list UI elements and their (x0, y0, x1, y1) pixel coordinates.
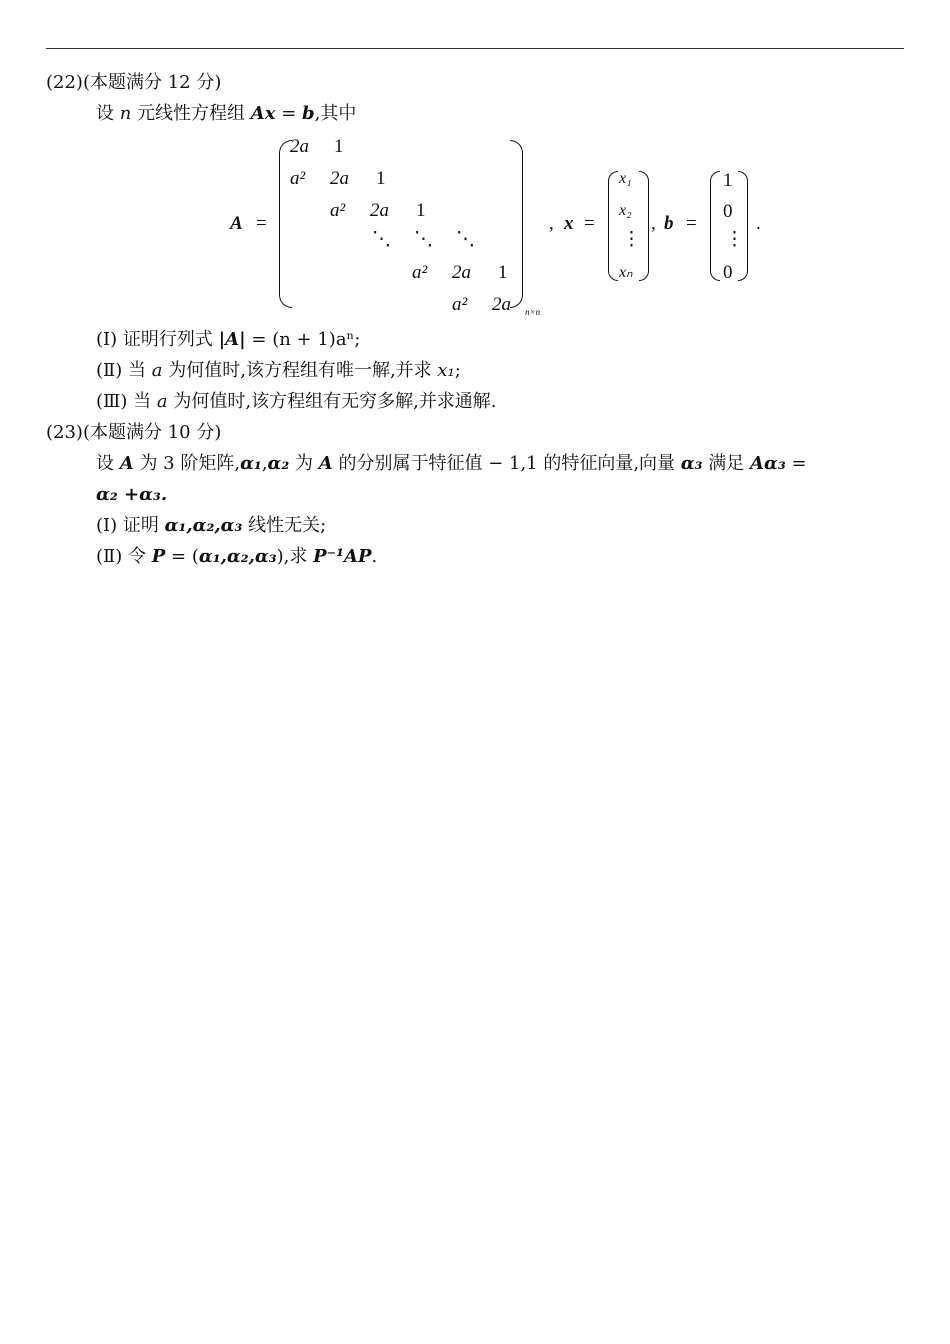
matrix-A-size: n×n (525, 307, 541, 317)
q23-part2: (Ⅱ) 令 P = (α₁,α₂,α₃),求 P⁻¹AP. (96, 546, 378, 567)
q23-part1: (Ⅰ) 证明 α₁,α₂,α₃ 线性无关; (96, 515, 327, 536)
q23-line2: α₂ +α₃. (96, 484, 168, 505)
matrix-A-label: A (230, 213, 243, 234)
vector-b-left-paren (710, 171, 720, 281)
vector-b-label: b (664, 213, 674, 234)
matrix-entry: 2a (330, 168, 349, 189)
matrix-entry: a² (452, 294, 468, 315)
q22-part1: (Ⅰ) 证明行列式 |A| = (n + 1)aⁿ; (96, 329, 361, 350)
matrix-entry: 1 (498, 262, 508, 283)
vector-entry: 0 (723, 262, 733, 283)
q22-part3: (Ⅲ) 当 a 为何值时,该方程组有无穷多解,并求通解. (96, 391, 497, 412)
q22-header: (22)(本题满分 12 分) (46, 72, 222, 93)
top-rule (46, 48, 904, 49)
matrix-ddots: ⋱ (372, 229, 391, 250)
matrix-entry: 2a (452, 262, 471, 283)
q23-line1: 设 A 为 3 阶矩阵,α₁,α₂ 为 A 的分别属于特征值 − 1,1 的特征向量,向量 α₃ 满足 Aα₃ = (96, 453, 807, 474)
q22-intro: 设 n 元线性方程组 Ax = b,其中 (96, 103, 357, 124)
matrix-entry: 1 (416, 200, 426, 221)
matrix-entry: a² (290, 168, 306, 189)
matrix-entry: 1 (376, 168, 386, 189)
q22-part2: (Ⅱ) 当 a 为何值时,该方程组有唯一解,并求 x₁; (96, 360, 461, 381)
matrix-entry: 1 (334, 136, 344, 157)
vector-entry: 0 (723, 201, 733, 222)
matrix-A-left-paren (279, 140, 292, 308)
vector-x-right-paren (639, 171, 649, 281)
matrix-ddots: ⋱ (456, 229, 475, 250)
vector-entry: x₁ (619, 170, 632, 187)
q23-header: (23)(本题满分 10 分) (46, 422, 222, 443)
matrix-entry: a² (412, 262, 428, 283)
matrix-entry: a² (330, 200, 346, 221)
vector-entry: xₙ (619, 264, 633, 281)
vector-b-right-paren (738, 171, 748, 281)
vector-x-label: x (564, 213, 574, 234)
vector-entry: 1 (723, 170, 733, 191)
vector-entry: ⋮ (622, 229, 641, 250)
vector-entry: x₂ (619, 202, 632, 219)
vector-entry: ⋮ (725, 229, 744, 250)
vector-x-left-paren (608, 171, 618, 281)
matrix-entry: 2a (492, 294, 511, 315)
matrix-ddots: ⋱ (414, 229, 433, 250)
matrix-A-right-paren (510, 140, 523, 308)
matrix-entry: 2a (290, 136, 309, 157)
matrix-A-equals: = (256, 213, 267, 234)
matrix-entry: 2a (370, 200, 389, 221)
